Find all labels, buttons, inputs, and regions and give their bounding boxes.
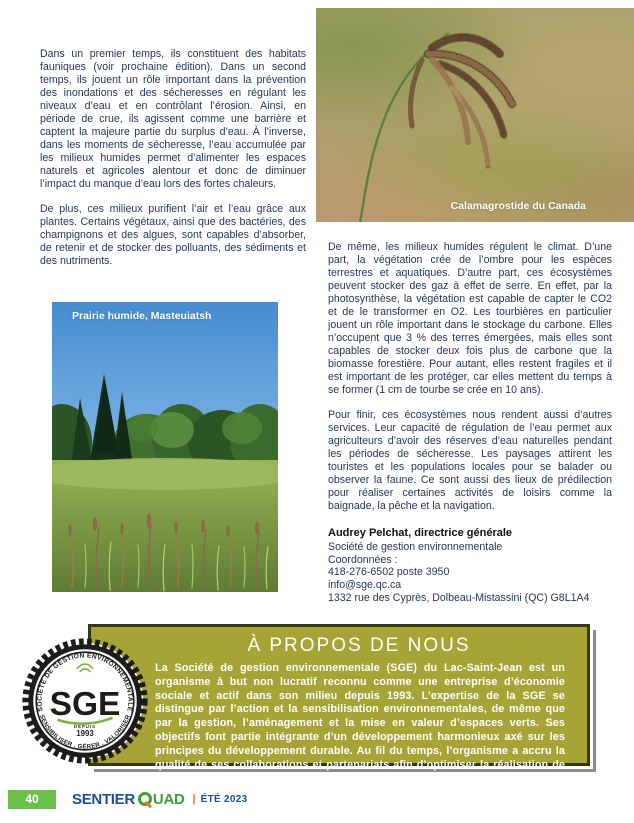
sge-logo	[16, 632, 154, 770]
logo-since-label: DEPUIS	[73, 724, 97, 730]
contact-phone: 418-276-6502 poste 3950	[328, 566, 450, 579]
photo-caption-prairie: Prairie humide, Masteuiatsh	[72, 310, 212, 322]
magazine-brand	[72, 791, 185, 808]
paragraph-services: Pour finir, ces écosystèmes nous rendent aussi d’autres services. Leur capacité de régulation de l’eau permet aux agriculteurs d’avoir des réserves d’eau naturelles pendant les périodes de sécheresse. Les paysages attirent les touristes et les populations locales pour se balader ou observer la faune. Ce sont aussi des lieux de prédilection pour réaliser certaines activités de loisirs comme la baignade, la pêche et la navigation.	[328, 409, 612, 512]
brand-uad-text: UAD	[152, 790, 185, 808]
about-title: À PROPOS DE NOUS	[247, 635, 471, 656]
brand-sentier-text: SENTIER	[72, 790, 135, 808]
sge-logo-badge	[16, 632, 154, 770]
paragraph-habitats: Dans un premier temps, ils constituent des habitats fauniques (voir prochaine édition). Dans un second temps, ils jouent un rôle important dans la prévention des inondations et des sécheresses en régulant les niveaux d’eau et en contrôlant l’érosion. Ainsi, en période de crue, ils agissent comme une barrière et captent la majeure partie du surplus d’eau. À l’inverse, dans les moments de sécheresse, l’eau accumulée par les milieux humides permet d’alimenter les espaces naturels et agricoles alentour et donc de diminuer l’impact du manque d’eau lors des fortes chaleurs.	[40, 48, 306, 190]
contact-email: info@sge.qc.ca	[328, 579, 402, 592]
left-text-column	[40, 48, 306, 280]
photo-caption-grass: Calamagrostide du Canada	[450, 200, 586, 212]
logo-since-year: 1993	[76, 728, 94, 738]
grass-illustration	[316, 8, 634, 222]
logo-org-name-arc: SOCIÉTÉ DE GESTION ENVIRONNEMENTALE	[36, 652, 134, 713]
logo-motto-arc: SENSIBILISER . GÉRER . VALORISER	[38, 713, 133, 751]
photo-prairie-humide	[52, 302, 278, 592]
about-box	[88, 624, 590, 785]
quad-q-icon	[138, 792, 152, 806]
paragraph-climat: De même, les milieux humides régulent le climat. D’une part, la végétation crée de l’ombre pour les espèces terrestres et aquatiques. D’autre part, ces écosystèmes peuvent stocker des gaz à effet de serre. En effet, par la photosynthèse, la végétation est capable de capter le CO2 et de le transformer en O2. Les tourbières en particulier jouent un rôle important dans le stockage du carbone. Elles n’occupent que 3 % des terres émergées, mais elles sont capables de stocker deux fois plus de carbone que la biomasse forestière. Pour autant, elles restent fragiles et il est important de les protéger, car elles mettent du temps à se former (1 cm de tourbe se crée en 10 ans).	[328, 241, 612, 396]
about-body: La Société de gestion environnementale (SGE) du Lac-Saint-Jean est un organisme à but non lucratif reconnu comme une entreprise d’économie sociale et actif dans son milieu depuis 1993. L’expertise de la SGE se distingue par l’action et la sensibilisation environnementales, de même que par la gestion, l’aménagement et la mise en valeur d’espaces verts. Ses objectifs font partie intégrante d’un développement harmonieux axé sur les principes du développement durable. Au fil du temps, l’organisme a accru la qualité de ses collaborations et partenariats afin d’optimiser la réalisation de ses différents projets.	[155, 662, 565, 785]
contact-address: 1332 rue des Cyprès, Dolbeau-Mistassini (QC) G8L1A4	[328, 591, 590, 604]
contact-block	[328, 527, 612, 605]
prairie-illustration	[52, 302, 278, 592]
page-number-badge: 40	[8, 790, 56, 809]
quad-q-tail	[144, 801, 152, 808]
footer	[0, 788, 634, 810]
contact-name: Audrey Pelchat, directrice générale	[328, 527, 513, 539]
issue-separator: |	[192, 793, 196, 805]
right-text-column	[328, 241, 612, 605]
issue-label: ÉTÉ 2023	[200, 793, 248, 805]
paragraph-purification: De plus, ces milieux purifient l’air et l’eau grâce aux plantes. Certains végétaux, ainsi que des bactéries, des champignons et des algues, sont capables d’absorber, de retenir et de stocker des polluants, des sédiments et des nutriments.	[40, 203, 306, 267]
contact-coordinates-label: Coordonnées :	[328, 553, 398, 566]
photo-calamagrostide	[316, 8, 634, 222]
logo-acronym: SGE	[49, 685, 121, 723]
contact-org: Société de gestion environnementale	[328, 540, 503, 553]
